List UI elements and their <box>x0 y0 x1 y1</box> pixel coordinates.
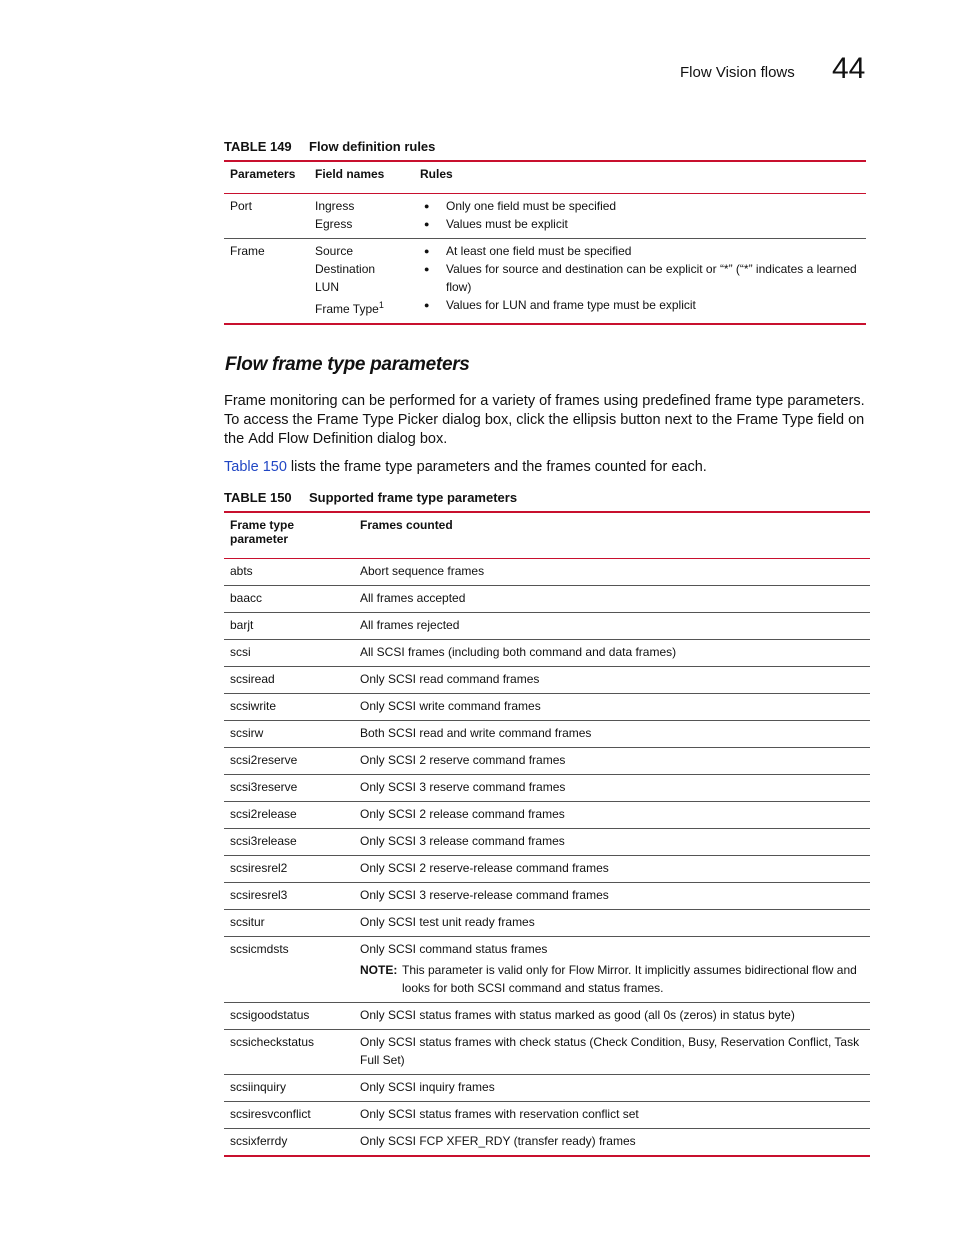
frames-counted-cell <box>354 856 870 883</box>
rule-item: ● Values for LUN and frame type must be explicit <box>420 296 860 314</box>
frames-counted-text: Both SCSI read and write command frames <box>360 726 592 740</box>
field-name: Frame Type <box>315 302 379 316</box>
frames-counted-text: Only SCSI status frames with check status (Check Condition, Busy, Reservation Conflict, Task Full Set) <box>360 1035 860 1067</box>
table-row <box>224 748 870 775</box>
table150-link[interactable]: Table 150 <box>224 459 287 475</box>
rule-item: ● Values for source and destination can be explicit or “*” (“*” indicates a learned flow) <box>420 260 860 296</box>
para-text: field on the <box>224 412 865 447</box>
frame-type-param-cell: scsi <box>230 645 251 659</box>
frames-counted-cell <box>354 667 870 694</box>
frame-type-param-cell: scsiread <box>230 672 275 686</box>
note-label: NOTE: <box>360 963 398 977</box>
table-row <box>224 667 870 694</box>
flow-definition-rules-table <box>224 160 866 325</box>
frame-type-param-cell: scsicheckstatus <box>230 1035 315 1049</box>
table-row <box>224 721 870 748</box>
frames-counted-text: All frames accepted <box>360 591 466 605</box>
frames-counted-cell <box>354 748 870 775</box>
rule-item: ● Only one field must be specified <box>420 197 860 215</box>
frame-type-param-cell: scsi2reserve <box>230 753 298 767</box>
frames-counted-text: Only SCSI 3 reserve command frames <box>360 780 566 794</box>
table-reference-paragraph <box>224 458 874 477</box>
frame-type-param-cell: barjt <box>230 618 254 632</box>
table-row <box>224 1003 870 1030</box>
table-header-row <box>224 512 870 559</box>
table-row <box>224 640 870 667</box>
table-row <box>224 239 866 325</box>
table149-label: TABLE 149 <box>224 139 292 154</box>
frames-counted-cell <box>354 559 870 586</box>
frames-counted-text: All SCSI frames (including both command and data frames) <box>360 645 677 659</box>
frame-type-param-cell: baacc <box>230 591 263 605</box>
frames-counted-text: Only SCSI status frames with status marked as good (all 0s (zeros) in status byte) <box>360 1008 795 1022</box>
frames-counted-text: Only SCSI FCP XFER_RDY (transfer ready) frames <box>360 1134 636 1148</box>
footnote-mark: 1 <box>378 300 384 310</box>
frames-counted-text: Only SCSI 3 reserve-release command frames <box>360 888 609 902</box>
table-row <box>224 1102 870 1129</box>
table-row <box>224 1075 870 1102</box>
frame-type-param-cell: scsirw <box>230 726 264 740</box>
frames-counted-cell <box>354 1102 870 1129</box>
frames-counted-text: Only SCSI read command frames <box>360 672 540 686</box>
frames-counted-cell <box>354 829 870 856</box>
col-header-frames-counted: Frames counted <box>360 518 453 532</box>
frames-counted-cell <box>354 721 870 748</box>
frame-type-param-cell: scsiresrel2 <box>230 861 288 875</box>
frame-type-param-cell: abts <box>230 564 253 578</box>
frames-counted-cell <box>354 883 870 910</box>
frame-type-param-cell: scsiresrel3 <box>230 888 288 902</box>
table-row <box>224 694 870 721</box>
table-row <box>224 586 870 613</box>
table150-caption <box>224 490 517 505</box>
table150-label: TABLE 150 <box>224 490 292 505</box>
intro-paragraph <box>224 392 874 449</box>
fields-cell <box>309 194 414 239</box>
rules-cell <box>414 239 866 325</box>
table-row <box>224 559 870 586</box>
frame-type-param-cell: scsi2release <box>230 807 297 821</box>
table149-title: Flow definition rules <box>309 139 436 154</box>
col-header-parameters: Parameters <box>230 167 296 181</box>
frames-counted-cell <box>354 775 870 802</box>
field-name: Ingress <box>315 199 355 213</box>
para-text: dialog box. <box>373 431 448 447</box>
frame-type-param-cell: scsi3reserve <box>230 780 298 794</box>
table-row <box>224 1030 870 1075</box>
para-text: Frame monitoring can be performed for a variety of frames using predefined frame type parameters. To access the <box>224 393 865 428</box>
frames-counted-text: Only SCSI command status frames <box>360 942 548 956</box>
field-name: Source <box>315 244 354 258</box>
frame-type-param-cell: scsitur <box>230 915 265 929</box>
frames-counted-cell <box>354 910 870 937</box>
frame-type-param-cell: scsigoodstatus <box>230 1008 310 1022</box>
ui-term-frame-type: Frame Type <box>736 412 814 428</box>
table-row <box>224 1129 870 1157</box>
frames-counted-text: Only SCSI write command frames <box>360 699 541 713</box>
frame-type-param-cell: scsiresvconflict <box>230 1107 311 1121</box>
fields-cell <box>309 239 414 325</box>
note-block <box>360 961 864 997</box>
para-text: dialog box, click the ellipsis button next to the <box>438 412 737 428</box>
frame-type-param-cell: scsi3release <box>230 834 297 848</box>
rule-item: ● At least one field must be specified <box>420 242 860 260</box>
table-row <box>224 910 870 937</box>
frames-counted-text: Only SCSI 2 reserve command frames <box>360 753 566 767</box>
frame-type-parameters-table <box>224 511 870 1157</box>
frames-counted-cell <box>354 1030 870 1075</box>
rules-cell <box>414 194 866 239</box>
table-row <box>224 194 866 239</box>
frames-counted-cell <box>354 640 870 667</box>
col-header-field-names: Field names <box>315 167 385 181</box>
param-cell: Port <box>230 199 253 213</box>
frame-type-param-cell: scsiwrite <box>230 699 277 713</box>
field-name-with-footnote <box>315 296 408 318</box>
frame-type-param-cell: scsiinquiry <box>230 1080 287 1094</box>
table149-caption <box>224 139 435 154</box>
chapter-number: 44 <box>832 52 866 85</box>
table-row <box>224 775 870 802</box>
para-text: lists the frame type parameters and the frames counted for each. <box>286 459 707 475</box>
col-header-rules: Rules <box>420 167 453 181</box>
table-row <box>224 613 870 640</box>
field-name: Egress <box>315 217 353 231</box>
rule-item: ● Values must be explicit <box>420 215 860 233</box>
table150-title: Supported frame type parameters <box>309 490 518 505</box>
frames-counted-text: Abort sequence frames <box>360 564 485 578</box>
field-name: Destination <box>315 262 376 276</box>
table-row <box>224 883 870 910</box>
frames-counted-text: Only SCSI 3 release command frames <box>360 834 565 848</box>
frames-counted-text: All frames rejected <box>360 618 460 632</box>
table-row <box>224 829 870 856</box>
frame-type-param-cell: scsicmdsts <box>230 942 289 956</box>
col-header-frame-type-parameter: Frame type parameter <box>230 518 295 546</box>
ui-term-frame-type-picker: Frame Type Picker <box>316 412 439 428</box>
table-header-row <box>224 161 866 194</box>
frames-counted-text: Only SCSI 2 release command frames <box>360 807 565 821</box>
frames-counted-text: Only SCSI 2 reserve-release command frames <box>360 861 609 875</box>
frames-counted-cell <box>354 1075 870 1102</box>
frames-counted-cell <box>354 1129 870 1157</box>
running-header-title: Flow Vision flows <box>680 64 795 81</box>
frames-counted-text: Only SCSI inquiry frames <box>360 1080 495 1094</box>
frames-counted-cell <box>354 802 870 829</box>
param-cell: Frame <box>230 244 265 258</box>
frames-counted-cell <box>354 694 870 721</box>
ui-term-add-flow-definition: Add Flow Definition <box>248 431 374 447</box>
frame-type-param-cell: scsixferrdy <box>230 1134 288 1148</box>
section-title: Flow frame type parameters <box>225 354 470 375</box>
frames-counted-text: Only SCSI status frames with reservation conflict set <box>360 1107 639 1121</box>
note-text: This parameter is valid only for Flow Mirror. It implicitly assumes bidirectional flow and looks for both SCSI command and status frames. <box>402 963 857 995</box>
table-row <box>224 802 870 829</box>
frames-counted-cell <box>354 586 870 613</box>
frames-counted-cell <box>354 613 870 640</box>
frames-counted-cell <box>354 937 870 1003</box>
frames-counted-text: Only SCSI test unit ready frames <box>360 915 535 929</box>
table-row <box>224 856 870 883</box>
table-row <box>224 937 870 1003</box>
frames-counted-cell <box>354 1003 870 1030</box>
field-name: LUN <box>315 280 340 294</box>
